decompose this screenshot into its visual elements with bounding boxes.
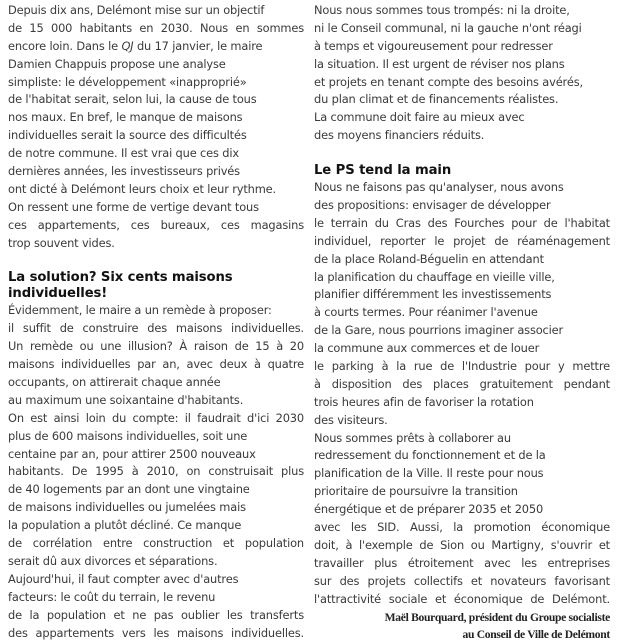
text-line: de notre commune. Il est vrai que ces dix — [8, 146, 239, 161]
text-line: Nous nous sommes tous trompés: ni la droite, — [314, 3, 570, 17]
text-line: le parking à la rue de l'Industrie pour y mettre — [314, 359, 610, 374]
text-line: travailler plus étroitement avec les entreprises — [314, 555, 610, 570]
text-line: des propositions: envisager de développer — [314, 198, 551, 213]
text-line: plus de 600 maisons individuelles, soit une — [8, 428, 248, 443]
text-line: à temps et vigoureusement pour redresser — [314, 38, 553, 53]
text-fragment: du 17 janvier, le maire — [133, 38, 263, 53]
text-line: de l'habitat serait, selon lui, la cause de tous — [8, 92, 257, 107]
text-line: ni le Conseil communal, ni la gauche n'ont réagi — [314, 20, 582, 35]
text-line: occupants, on attirerait chaque année — [8, 375, 221, 390]
text-line: à disposition des places gratuitement pendant — [314, 376, 610, 391]
text-line: Nous sommes prêts à collaborer au — [314, 430, 511, 445]
text-line: ces appartements, ces bureaux, ces magasins — [8, 217, 304, 232]
text-line: il suffit de construire des maisons individuelles. — [8, 321, 304, 336]
text-line: la population a plutôt décliné. Ce manque — [8, 518, 242, 533]
article-left-column — [8, 2, 304, 642]
section-heading — [8, 270, 304, 302]
text-line: l'attractivité sociale et économique de Delémont. — [314, 591, 610, 606]
text-line: ont dicté à Delémont leurs choix et leur rythme. — [8, 181, 276, 196]
text-line: dernières années, les investisseurs privés — [8, 164, 240, 179]
text-line: sur des projets collectifs et novateurs favorisant — [314, 573, 610, 588]
text-line: trois heures afin de favoriser la rotation — [314, 394, 534, 409]
text-line: de la Gare, nous pourrions imaginer associer — [314, 323, 564, 338]
text-line: Aujourd'hui, il faut compter avec d'autres — [8, 571, 239, 586]
text-line: et projets en tenant compte des besoins avérés, — [314, 74, 583, 89]
text-line: On est ainsi loin du compte: il faudrait d'ici 2030 — [8, 410, 304, 425]
text-line: individuel, reporter le projet de réaménagement — [314, 233, 610, 248]
text-line: planification de la Ville. Il reste pour nous — [314, 466, 544, 481]
text-line: trop souvent vides. — [8, 235, 115, 250]
text-line: énergétique et de préparer 2035 et 2050 — [314, 502, 544, 517]
paragraph-gap — [314, 145, 610, 163]
text-line: de maisons individuelles ou jumelées mais — [8, 500, 246, 515]
text-line: serait dû aux divorces et séparations. — [8, 553, 218, 568]
section-heading: Le PS tend la main — [314, 163, 452, 179]
text-line: de 15 000 habitants en 2030. Nous en sommes — [8, 20, 304, 35]
body-paragraph — [8, 302, 304, 642]
body-paragraph — [314, 179, 610, 608]
text-line: la commune aux commerces et de louer — [314, 341, 540, 356]
intro-paragraph — [8, 2, 304, 252]
text-line: nos maux. En bref, le manque de maisons — [8, 110, 243, 125]
signature-line: Maël Bourquard, président du Groupe socialiste — [384, 610, 610, 624]
intro-paragraph — [314, 2, 610, 145]
text-line: doit, à l'exemple de Sion ou Martigny, s'ouvrir et — [314, 537, 610, 552]
paragraph-gap — [8, 252, 304, 270]
text-line: de 40 logements par an dont une vingtaine — [8, 482, 250, 497]
text-line: individuelles serait la source des difficultés — [8, 128, 247, 143]
text-line: Nous ne faisons pas qu'analyser, nous avons — [314, 180, 564, 195]
text-line: La commune doit faire au mieux avec — [314, 110, 525, 125]
text-line: des visiteurs. — [314, 412, 388, 427]
text-line: Un remède ou une illusion? À raison de 15 à 20 — [8, 339, 304, 354]
text-line: On ressent une forme de vertige devant tous — [8, 199, 259, 214]
text-line: des appartements vers les maisons individuelles. — [8, 625, 304, 640]
heading-line: individuelles! — [8, 286, 108, 302]
text-line: la situation. Il est urgent de réviser nos plans — [314, 56, 565, 71]
text-line: le terrain du Cras des Fourches pour de l'habitat — [314, 215, 610, 230]
article-right-column — [314, 2, 610, 643]
text-line: la planification du chauffage en vieille ville, — [314, 269, 555, 284]
newspaper-name: QJ — [121, 38, 134, 53]
text-line: avec les SID. Aussi, la promotion économique — [314, 520, 610, 535]
text-line: à courts termes. Pour réanimer l'avenue — [314, 305, 538, 320]
text-line: au maximum une soixantaine d'habitants. — [8, 392, 244, 407]
text-line: Damien Chappuis propose une analyse — [8, 56, 226, 71]
text-line: des moyens financiers réduits. — [314, 128, 485, 143]
heading-line: La solution? Six cents maisons — [8, 270, 233, 286]
text-line: Depuis dix ans, Delémont mise sur un objectif — [8, 3, 265, 17]
text-line: centaine par an, pour attirer 2500 nouveaux — [8, 446, 256, 461]
text-line: de corrélation entre construction et population — [8, 536, 304, 551]
text-line: facteurs: le coût du terrain, le revenu — [8, 589, 216, 604]
text-line: maisons individuelles par an, avec deux à quatre — [8, 357, 304, 372]
text-line: de la population et ne pas oublier les transferts — [8, 607, 304, 622]
text-line: Évidemment, le maire a un remède à proposer: — [8, 303, 272, 318]
text-line: planifier différemment les investissements — [314, 287, 552, 302]
text-line: de la place Roland-Béguelin en attendant — [314, 251, 544, 266]
text-line: prioritaire de poursuivre la transition — [314, 484, 518, 499]
text-line: simpliste: le développement «inapproprié» — [8, 74, 247, 89]
text-fragment: encore loin. Dans le — [8, 38, 122, 53]
text-line: redressement du fonctionnement et de la — [314, 448, 546, 463]
text-line: habitants. De 1995 à 2010, on construisait plus — [8, 464, 304, 479]
text-line — [8, 38, 304, 56]
signature-line: au Conseil de Ville de Delémont — [462, 627, 610, 641]
text-line: du plan climat et de financements réalistes. — [314, 92, 559, 107]
author-signature — [314, 609, 610, 643]
